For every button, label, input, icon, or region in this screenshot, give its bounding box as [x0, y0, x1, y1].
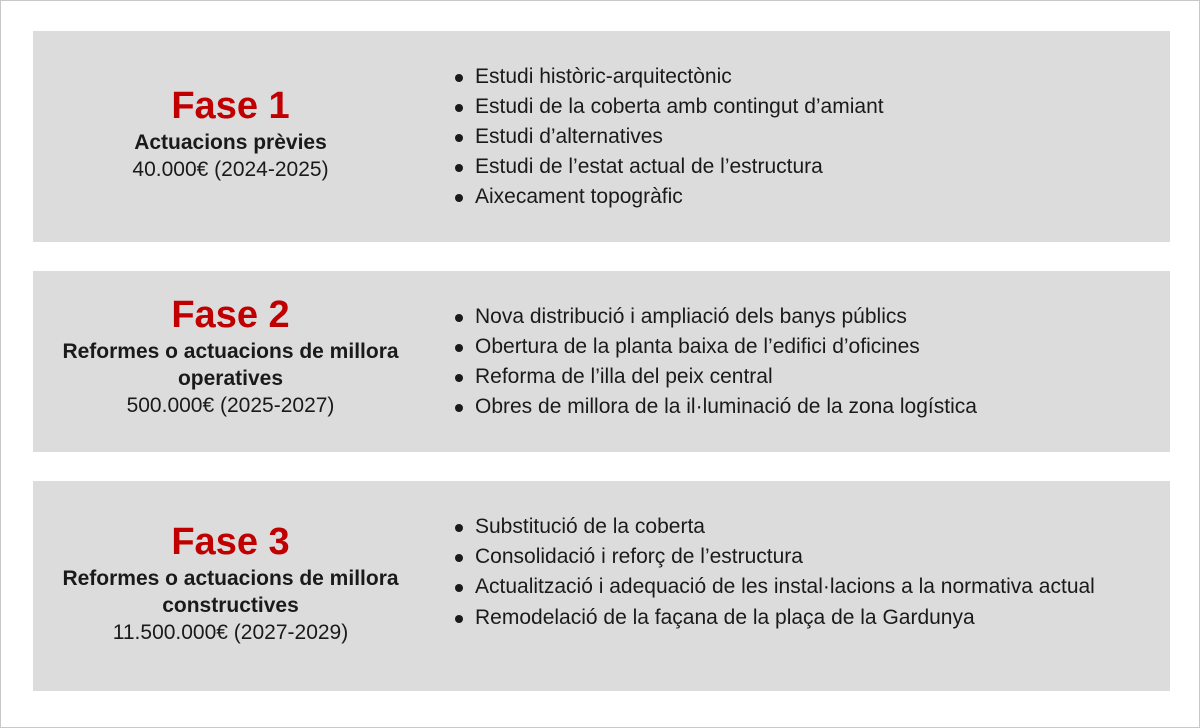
phase-3-item [453, 572, 1156, 603]
bullet-icon [455, 74, 463, 82]
phase-3-budget: 11.500.000€ (2027-2029) [112, 621, 349, 644]
phase-1-item-text: Estudi històric-arquitectònic [475, 65, 732, 88]
bullet-icon [455, 104, 463, 112]
phase-3-item [453, 542, 1156, 572]
phase-2-panel [33, 271, 1170, 452]
phase-1-item-text: Aixecament topogràfic [475, 185, 683, 208]
phase-3-item-list [453, 512, 1156, 633]
bullet-icon [455, 584, 463, 592]
phase-1-item [453, 182, 1156, 212]
bullet-icon [455, 524, 463, 532]
phase-2-item-text: Nova distribució i ampliació dels banys públics [475, 305, 907, 328]
phase-1-item-text: Estudi d’alternatives [475, 125, 663, 148]
phase-1-budget: 40.000€ (2024-2025) [132, 158, 329, 181]
phase-3-title: Fase 3 [171, 521, 290, 563]
bullet-icon [455, 374, 463, 382]
bullet-icon [455, 554, 463, 562]
phase-2-subtitle: Reformes o actuacions de millora operatives [62, 339, 399, 390]
bullet-icon [455, 404, 463, 412]
phase-3-item-text: Actualització i adequació de les instal·lacions a la normativa actual [475, 575, 1095, 598]
phase-3-summary [33, 479, 428, 689]
phase-1-item-list [453, 62, 1156, 212]
phase-1-item [453, 122, 1156, 152]
phase-3-item [453, 603, 1156, 633]
bullet-icon [455, 314, 463, 322]
phase-2-item [453, 332, 1156, 362]
phase-2-item [453, 362, 1156, 392]
phase-1-item [453, 152, 1156, 182]
phase-2-item [453, 392, 1156, 422]
phase-1-item [453, 92, 1156, 122]
phase-2-item-text: Reforma de l’illa del peix central [475, 365, 773, 388]
phase-1-item [453, 62, 1156, 92]
bullet-icon [455, 344, 463, 352]
phase-3-item-text: Remodelació de la façana de la plaça de la Gardunya [475, 606, 975, 629]
phase-2-item-list [453, 302, 1156, 422]
phase-3-item [453, 512, 1156, 542]
phase-1-panel [33, 31, 1170, 242]
phase-1-subtitle: Actuacions prèvies [134, 131, 327, 154]
phase-1-item-text: Estudi de l’estat actual de l’estructura [475, 155, 823, 178]
phase-2-budget: 500.000€ (2025-2027) [126, 393, 335, 417]
phase-2-title: Fase 2 [171, 293, 290, 336]
bullet-icon [455, 194, 463, 202]
phase-3-subtitle: Reformes o actuacions de millora constructives [62, 567, 399, 617]
bullet-icon [455, 164, 463, 172]
phase-2-item-text: Obres de millora de la il·luminació de la zona logística [475, 395, 977, 418]
phase-1-title: Fase 1 [171, 85, 290, 127]
phase-2-item [453, 302, 1156, 332]
bullet-icon [455, 134, 463, 142]
phase-3-panel [33, 481, 1170, 691]
phase-2-summary [33, 266, 428, 447]
phase-2-item-text: Obertura de la planta baixa de l’edifici d’oficines [475, 335, 920, 358]
bullet-icon [455, 615, 463, 623]
phase-3-item-text: Consolidació i reforç de l’estructura [475, 545, 803, 568]
phase-3-item-text: Substitució de la coberta [475, 515, 705, 538]
phase-1-item-text: Estudi de la coberta amb contingut d’amiant [475, 95, 884, 118]
phase-1-summary [33, 29, 428, 240]
